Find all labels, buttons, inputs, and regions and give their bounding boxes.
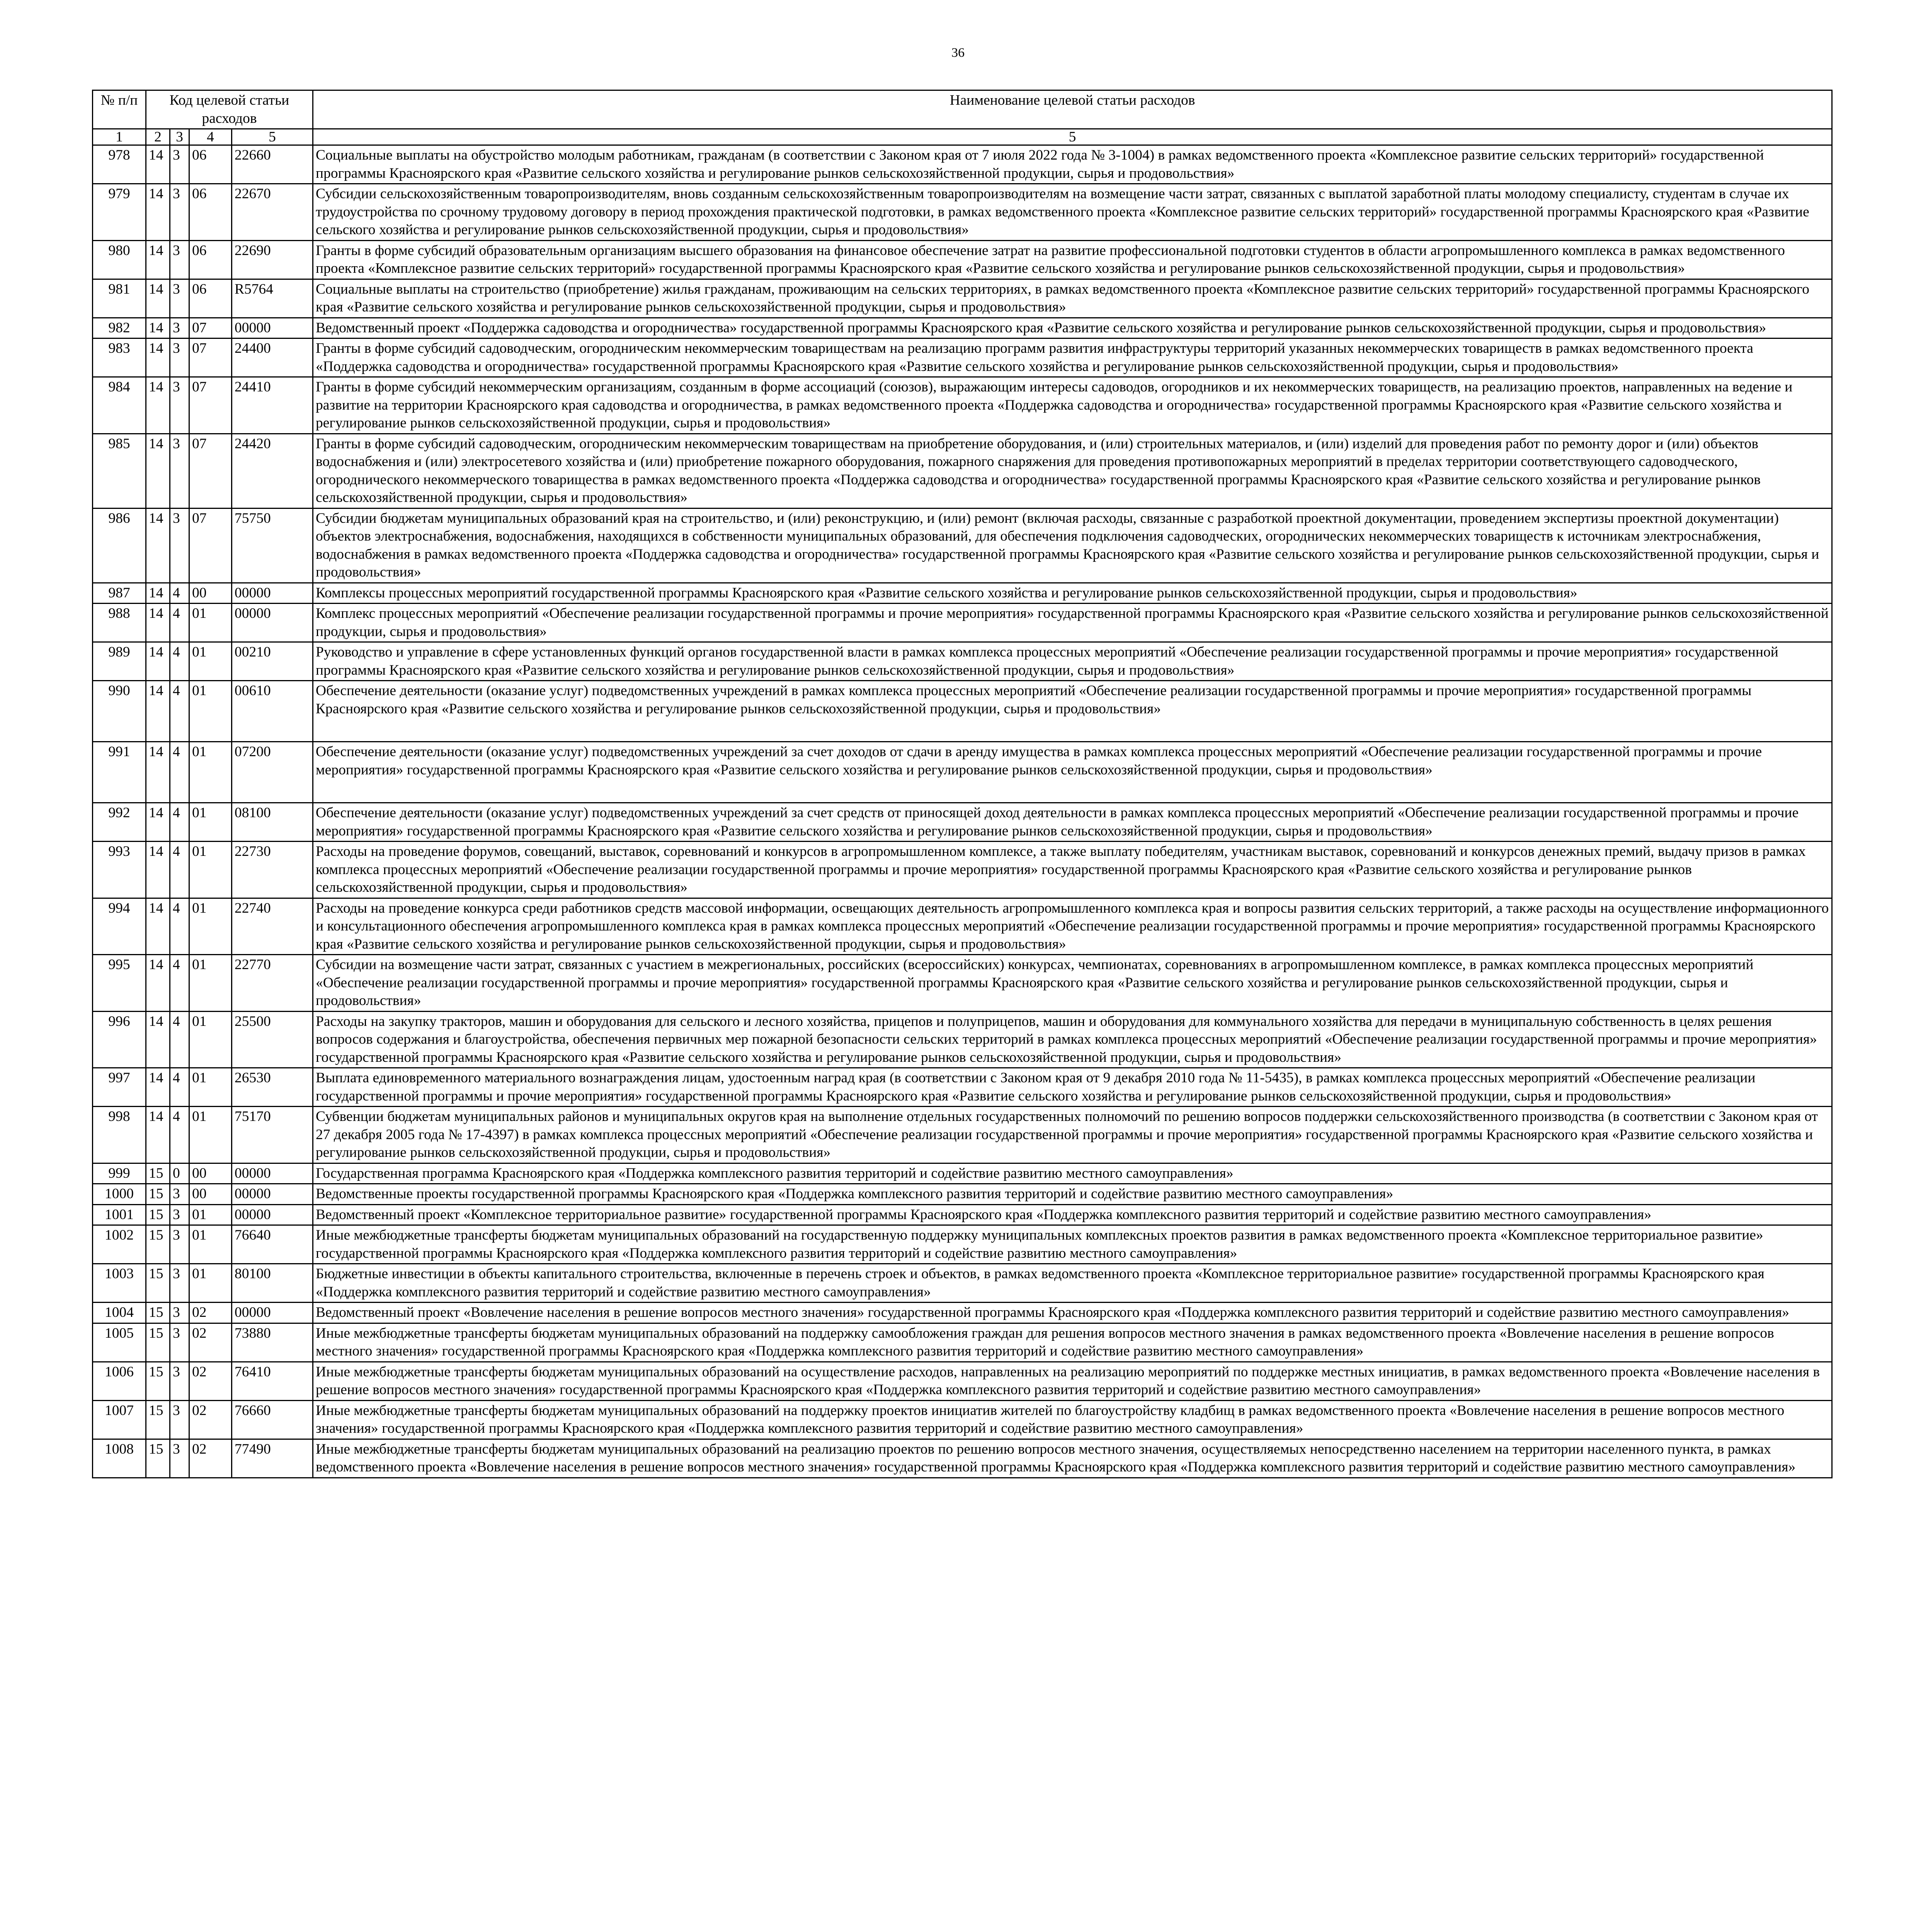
- table-row: [93, 279, 1832, 318]
- header-code: Код целевой статьи расходов: [146, 90, 313, 129]
- table-row: [93, 1204, 1832, 1225]
- target-articles-table: [92, 90, 1833, 1478]
- code-direction: 00000: [232, 583, 313, 604]
- code-event: 01: [189, 1204, 232, 1225]
- code-event: 02: [189, 1303, 232, 1323]
- article-name: Обеспечение деятельности (оказание услуг) подведомственных учреждений в рамках комплекса процессных мероприятий «Обеспечение реализации государственной программы и прочие мероприятия» государственной программы Красноярского края «Развитие сельского хозяйства и регулирование рынков сельскохозяйственной продукции, сырья и продовольствия»: [313, 681, 1832, 742]
- code-direction: 00000: [232, 604, 313, 642]
- code-subprogram: 4: [170, 642, 189, 681]
- code-direction: 22740: [232, 898, 313, 955]
- table-row: [93, 338, 1832, 377]
- code-program: 15: [146, 1400, 170, 1439]
- table-row: [93, 583, 1832, 604]
- code-program: 14: [146, 184, 170, 241]
- table-row: [93, 955, 1832, 1012]
- code-subprogram: 3: [170, 434, 189, 508]
- table-row: [93, 377, 1832, 434]
- row-number: 980: [93, 240, 146, 279]
- row-number: 984: [93, 377, 146, 434]
- header-num: № п/п: [93, 90, 146, 129]
- code-program: 14: [146, 681, 170, 742]
- row-number: 1003: [93, 1264, 146, 1303]
- code-subprogram: 3: [170, 318, 189, 338]
- code-subprogram: 3: [170, 1400, 189, 1439]
- row-number: 990: [93, 681, 146, 742]
- code-event: 01: [189, 1107, 232, 1163]
- code-program: 14: [146, 642, 170, 681]
- table-row: [93, 1107, 1832, 1163]
- row-number: 981: [93, 279, 146, 318]
- code-program: 15: [146, 1264, 170, 1303]
- code-subprogram: 3: [170, 1362, 189, 1400]
- code-subprogram: 4: [170, 681, 189, 742]
- column-index: 2: [146, 129, 170, 145]
- code-direction: 24410: [232, 377, 313, 434]
- row-number: 996: [93, 1011, 146, 1068]
- column-index-row: [93, 129, 1832, 145]
- code-program: 15: [146, 1163, 170, 1184]
- code-program: 15: [146, 1225, 170, 1264]
- table-row: [93, 1225, 1832, 1264]
- code-event: 01: [189, 1011, 232, 1068]
- code-program: 14: [146, 338, 170, 377]
- article-name: Комплексы процессных мероприятий государственной программы Красноярского края «Развитие сельского хозяйства и регулирование рынков сельскохозяйственной продукции, сырья и продовольствия»: [313, 583, 1832, 604]
- code-program: 15: [146, 1204, 170, 1225]
- code-program: 15: [146, 1439, 170, 1478]
- table-row: [93, 604, 1832, 642]
- row-number: 1006: [93, 1362, 146, 1400]
- code-subprogram: 3: [170, 145, 189, 184]
- code-event: 02: [189, 1323, 232, 1362]
- table-row: [93, 184, 1832, 241]
- code-program: 14: [146, 583, 170, 604]
- article-name: Выплата единовременного материального вознаграждения лицам, удостоенным наград края (в соответствии с Законом края от 9 декабря 2010 года № 11-5435), в рамках комплекса процессных мероприятий «Обеспечение реализации государственной программы и прочие мероприятия» государственной программы Красноярского края «Развитие сельского хозяйства и регулирование рынков сельскохозяйственной продукции, сырья и продовольствия»: [313, 1068, 1832, 1107]
- code-program: 14: [146, 1107, 170, 1163]
- row-number: 997: [93, 1068, 146, 1107]
- code-program: 14: [146, 145, 170, 184]
- code-subprogram: 3: [170, 1439, 189, 1478]
- row-number: 1004: [93, 1303, 146, 1323]
- article-name: Расходы на проведение конкурса среди работников средств массовой информации, освещающих деятельность агропромышленного комплекса края и вопросы развития сельских территорий, а также расходы на осуществление информационного и консультационного обеспечения агропромышленного комплекса края в рамках комплекса процессных мероприятий «Обеспечение реализации государственной программы и прочие мероприятия» государственной программы Красноярского края «Развитие сельского хозяйства и регулирование рынков сельскохозяйственной продукции, сырья и продовольствия»: [313, 898, 1832, 955]
- article-name: Иные межбюджетные трансферты бюджетам муниципальных образований на реализацию проектов по решению вопросов местного значения, осуществляемых непосредственно населением на территории населенного пункта, в рамках ведомственного проекта «Вовлечение населения в решение вопросов местного значения» государственной программы Красноярского края «Поддержка комплексного развития территорий и содействие развитию местного самоуправления»: [313, 1439, 1832, 1478]
- code-direction: 24420: [232, 434, 313, 508]
- article-name: Субсидии сельскохозяйственным товаропроизводителям, вновь созданным сельскохозяйственным товаропроизводителям на возмещение части затрат, связанных с выплатой заработной платы молодому специалисту, студентам в случае их трудоустройства по срочному трудовому договору в период прохождения практической подготовки, в рамках ведомственного проекта «Комплексное развитие сельских территорий» государственной программы Красноярского края «Развитие сельского хозяйства и регулирование рынков сельскохозяйственной продукции, сырья и продовольствия»: [313, 184, 1832, 241]
- code-event: 07: [189, 508, 232, 583]
- table-row: [93, 1439, 1832, 1478]
- code-subprogram: 3: [170, 338, 189, 377]
- row-number: 1008: [93, 1439, 146, 1478]
- row-number: 1005: [93, 1323, 146, 1362]
- row-number: 1007: [93, 1400, 146, 1439]
- article-name: Ведомственные проекты государственной программы Красноярского края «Поддержка комплексного развития территорий и содействие развитию местного самоуправления»: [313, 1184, 1832, 1205]
- article-name: Субсидии на возмещение части затрат, связанных с участием в межрегиональных, российских (всероссийских) конкурсах, чемпионатах, соревнованиях в агропромышленном комплексе, в рамках комплекса процессных мероприятий «Обеспечение реализации государственной программы и прочие мероприятия» государственной программы Красноярского края «Развитие сельского хозяйства и регулирование рынков сельскохозяйственной продукции, сырья и продовольствия»: [313, 955, 1832, 1012]
- code-subprogram: 3: [170, 240, 189, 279]
- table-row: [93, 1264, 1832, 1303]
- table-row: [93, 145, 1832, 184]
- code-subprogram: 4: [170, 604, 189, 642]
- code-event: 02: [189, 1439, 232, 1478]
- code-direction: 80100: [232, 1264, 313, 1303]
- code-program: 14: [146, 279, 170, 318]
- code-event: 01: [189, 681, 232, 742]
- table-row: [93, 318, 1832, 338]
- code-program: 14: [146, 604, 170, 642]
- row-number: 994: [93, 898, 146, 955]
- code-event: 01: [189, 1264, 232, 1303]
- table-row: [93, 898, 1832, 955]
- article-name: Субвенции бюджетам муниципальных районов и муниципальных округов края на выполнение отдельных государственных полномочий по решению вопросов поддержки сельскохозяйственного производства (в соответствии с Законом края от 27 декабря 2005 года № 17-4397) в рамках комплекса процессных мероприятий «Обеспечение реализации государственной программы и прочие мероприятия» государственной программы Красноярского края «Развитие сельского хозяйства и регулирование рынков сельскохозяйственной продукции, сырья и продовольствия»: [313, 1107, 1832, 1163]
- article-name: Расходы на закупку тракторов, машин и оборудования для сельского и лесного хозяйства, прицепов и полуприцепов, машин и оборудования для коммунального хозяйства для передачи в муниципальную собственность в целях решения вопросов содержания и благоустройства, обеспечения первичных мер пожарной безопасности сельских территорий в рамках комплекса процессных мероприятий «Обеспечение реализации государственной программы и прочие мероприятия» государственной программы Красноярского края «Развитие сельского хозяйства и регулирование рынков сельскохозяйственной продукции, сырья и продовольствия»: [313, 1011, 1832, 1068]
- table-row: [93, 1184, 1832, 1205]
- code-event: 06: [189, 145, 232, 184]
- code-event: 06: [189, 279, 232, 318]
- table-row: [93, 1400, 1832, 1439]
- article-name: Комплекс процессных мероприятий «Обеспечение реализации государственной программы и прочие мероприятия» государственной программы Красноярского края «Развитие сельского хозяйства и регулирование рынков сельскохозяйственной продукции, сырья и продовольствия»: [313, 604, 1832, 642]
- code-program: 15: [146, 1362, 170, 1400]
- table-row: [93, 240, 1832, 279]
- code-direction: 77490: [232, 1439, 313, 1478]
- code-event: 06: [189, 184, 232, 241]
- article-name: Расходы на проведение форумов, совещаний, выставок, соревнований и конкурсов в агропромышленном комплексе, а также выплату победителям, участникам выставок, соревнований и конкурсов денежных премий, выдачу призов в рамках комплекса процессных мероприятий «Обеспечение реализации государственной программы и прочие мероприятия» государственной программы Красноярского края «Развитие сельского хозяйства и регулирование рынков сельскохозяйственной продукции, сырья и продовольствия»: [313, 842, 1832, 898]
- table-row: [93, 1163, 1832, 1184]
- code-subprogram: 0: [170, 1163, 189, 1184]
- header-name: Наименование целевой статьи расходов: [313, 90, 1832, 129]
- code-program: 14: [146, 377, 170, 434]
- table-row: [93, 434, 1832, 508]
- code-event: 01: [189, 898, 232, 955]
- code-direction: R5764: [232, 279, 313, 318]
- table-row: [93, 842, 1832, 898]
- row-number: 1002: [93, 1225, 146, 1264]
- table-row: [93, 1362, 1832, 1400]
- code-direction: 00000: [232, 318, 313, 338]
- code-direction: 00210: [232, 642, 313, 681]
- code-subprogram: 3: [170, 1184, 189, 1205]
- code-event: 02: [189, 1362, 232, 1400]
- code-direction: 76410: [232, 1362, 313, 1400]
- code-direction: 00610: [232, 681, 313, 742]
- code-direction: 24400: [232, 338, 313, 377]
- article-name: Иные межбюджетные трансферты бюджетам муниципальных образований на поддержку проектов инициатив жителей по благоустройству кладбищ в рамках ведомственного проекта «Вовлечение населения в решение вопросов местного значения» государственной программы Красноярского края «Поддержка комплексного развития территорий и содействие развитию местного самоуправления»: [313, 1400, 1832, 1439]
- code-event: 01: [189, 604, 232, 642]
- code-direction: 00000: [232, 1163, 313, 1184]
- code-program: 14: [146, 508, 170, 583]
- article-name: Социальные выплаты на обустройство молодым работникам, гражданам (в соответствии с Законом края от 7 июля 2022 года № 3-1004) в рамках ведомственного проекта «Комплексное развитие сельских территорий» государственной программы Красноярского края «Развитие сельского хозяйства и регулирование рынков сельскохозяйственной продукции, сырья и продовольствия»: [313, 145, 1832, 184]
- code-subprogram: 4: [170, 1068, 189, 1107]
- page-number: 36: [951, 46, 965, 60]
- row-number: 988: [93, 604, 146, 642]
- code-subprogram: 3: [170, 1204, 189, 1225]
- article-name: Ведомственный проект «Вовлечение населения в решение вопросов местного значения» государственной программы Красноярского края «Поддержка комплексного развития территорий и содействие развитию местного самоуправления»: [313, 1303, 1832, 1323]
- code-direction: 26530: [232, 1068, 313, 1107]
- code-event: 01: [189, 742, 232, 803]
- column-index: 5: [313, 129, 1832, 145]
- article-name: Иные межбюджетные трансферты бюджетам муниципальных образований на государственную поддержку муниципальных комплексных проектов развития в рамках ведомственного проекта «Комплексное территориальное развитие» государственной программы Красноярского края «Поддержка комплексного развития территорий и содействие развитию местного самоуправления»: [313, 1225, 1832, 1264]
- code-direction: 22690: [232, 240, 313, 279]
- row-number: 989: [93, 642, 146, 681]
- code-event: 00: [189, 1184, 232, 1205]
- row-number: 999: [93, 1163, 146, 1184]
- code-subprogram: 3: [170, 508, 189, 583]
- code-event: 01: [189, 1068, 232, 1107]
- article-name: Гранты в форме субсидий некоммерческим организациям, созданным в форме ассоциаций (союзов), выражающим интересы садоводов, огородников и их некоммерческих товариществ, на реализацию проектов, направленных на ведение и развитие на территории Красноярского края садоводства и огородничества, в рамках ведомственного проекта «Поддержка садоводства и огородничества» государственной программы Красноярского края «Развитие сельского хозяйства и регулирование рынков сельскохозяйственной продукции, сырья и продовольствия»: [313, 377, 1832, 434]
- code-event: 07: [189, 434, 232, 508]
- code-event: 07: [189, 318, 232, 338]
- column-index: 5: [232, 129, 313, 145]
- article-name: Ведомственный проект «Поддержка садоводства и огородничества» государственной программы Красноярского края «Развитие сельского хозяйства и регулирование рынков сельскохозяйственной продукции, сырья и продовольствия»: [313, 318, 1832, 338]
- article-name: Государственная программа Красноярского края «Поддержка комплексного развития территорий и содействие развитию местного самоуправления»: [313, 1163, 1832, 1184]
- article-name: Иные межбюджетные трансферты бюджетам муниципальных образований на поддержку самообложения граждан для решения вопросов местного значения в рамках ведомственного проекта «Вовлечение населения в решение вопросов местного значения» государственной программы Красноярского края «Поддержка комплексного развития территорий и содействие развитию местного самоуправления»: [313, 1323, 1832, 1362]
- article-name: Гранты в форме субсидий садоводческим, огородническим некоммерческим товариществам на приобретение оборудования, и (или) строительных материалов, и (или) изделий для проведения работ по ремонту дорог и (или) объектов водоснабжения и (или) электросетевого хозяйства и (или) приобретение пожарного оборудования, пожарного снаряжения для проведения противопожарных мероприятий в пределах территории соответствующего садоводческого, огороднического некоммерческого товарищества в рамках ведомственного проекта «Поддержка садоводства и огородничества» государственной программы Красноярского края «Развитие сельского хозяйства и регулирование рынков сельскохозяйственной продукции, сырья и продовольствия»: [313, 434, 1832, 508]
- code-subprogram: 4: [170, 742, 189, 803]
- code-program: 14: [146, 434, 170, 508]
- code-direction: 22730: [232, 842, 313, 898]
- table-row: [93, 742, 1832, 803]
- table-row: [93, 642, 1832, 681]
- code-subprogram: 3: [170, 279, 189, 318]
- code-event: 00: [189, 1163, 232, 1184]
- code-subprogram: 4: [170, 898, 189, 955]
- code-program: 14: [146, 955, 170, 1012]
- code-direction: 00000: [232, 1204, 313, 1225]
- row-number: 998: [93, 1107, 146, 1163]
- code-direction: 00000: [232, 1303, 313, 1323]
- code-direction: 76640: [232, 1225, 313, 1264]
- code-subprogram: 4: [170, 842, 189, 898]
- row-number: 982: [93, 318, 146, 338]
- code-direction: 08100: [232, 803, 313, 842]
- code-program: 15: [146, 1303, 170, 1323]
- code-program: 14: [146, 898, 170, 955]
- code-subprogram: 4: [170, 1107, 189, 1163]
- article-name: Ведомственный проект «Комплексное территориальное развитие» государственной программы Красноярского края «Поддержка комплексного развития территорий и содействие развитию местного самоуправления»: [313, 1204, 1832, 1225]
- article-name: Обеспечение деятельности (оказание услуг) подведомственных учреждений за счет доходов от сдачи в аренду имущества в рамках комплекса процессных мероприятий «Обеспечение реализации государственной программы и прочие мероприятия» государственной программы Красноярского края «Развитие сельского хозяйства и регулирование рынков сельскохозяйственной продукции, сырья и продовольствия»: [313, 742, 1832, 803]
- table-row: [93, 1011, 1832, 1068]
- article-name: Иные межбюджетные трансферты бюджетам муниципальных образований на осуществление расходов, направленных на реализацию мероприятий по поддержке местных инициатив, в рамках ведомственного проекта «Вовлечение населения в решение вопросов местного значения» государственной программы Красноярского края «Поддержка комплексного развития территорий и содействие развитию местного самоуправления»: [313, 1362, 1832, 1400]
- code-event: 02: [189, 1400, 232, 1439]
- code-direction: 22670: [232, 184, 313, 241]
- column-index: 4: [189, 129, 232, 145]
- row-number: 985: [93, 434, 146, 508]
- table-row: [93, 681, 1832, 742]
- code-direction: 75750: [232, 508, 313, 583]
- code-event: 06: [189, 240, 232, 279]
- code-direction: 25500: [232, 1011, 313, 1068]
- code-program: 15: [146, 1323, 170, 1362]
- code-program: 14: [146, 742, 170, 803]
- article-name: Субсидии бюджетам муниципальных образований края на строительство, и (или) реконструкцию, и (или) ремонт (включая расходы, связанные с разработкой проектной документации, проведением экспертизы проектной документации) объектов электроснабжения, водоснабжения, находящихся в собственности муниципальных образований, для обеспечения подключения садоводческих, огороднических некоммерческих товариществ к источникам электроснабжения, водоснабжения в рамках ведомственного проекта «Поддержка садоводства и огородничества» государственной программы Красноярского края «Развитие сельского хозяйства и регулирование рынков сельскохозяйственной продукции, сырья и продовольствия»: [313, 508, 1832, 583]
- code-direction: 22660: [232, 145, 313, 184]
- row-number: 979: [93, 184, 146, 241]
- code-subprogram: 4: [170, 955, 189, 1012]
- row-number: 991: [93, 742, 146, 803]
- code-subprogram: 3: [170, 1264, 189, 1303]
- article-name: Бюджетные инвестиции в объекты капитального строительства, включенные в перечень строек и объектов, в рамках ведомственного проекта «Комплексное территориальное развитие» государственной программы Красноярского края «Поддержка комплексного развития территорий и содействие развитию местного самоуправления»: [313, 1264, 1832, 1303]
- code-subprogram: 3: [170, 184, 189, 241]
- row-number: 978: [93, 145, 146, 184]
- column-index: 1: [93, 129, 146, 145]
- code-direction: 07200: [232, 742, 313, 803]
- table-row: [93, 1303, 1832, 1323]
- code-event: 01: [189, 842, 232, 898]
- code-direction: 75170: [232, 1107, 313, 1163]
- code-event: 07: [189, 338, 232, 377]
- code-program: 14: [146, 803, 170, 842]
- article-name: Гранты в форме субсидий образовательным организациям высшего образования на финансовое обеспечение затрат на развитие профессиональной подготовки студентов в области агропромышленного комплекса в рамках ведомственного проекта «Комплексное развитие сельских территорий» государственной программы Красноярского края «Развитие сельского хозяйства и регулирование рынков сельскохозяйственной продукции, сырья и продовольствия»: [313, 240, 1832, 279]
- code-program: 15: [146, 1184, 170, 1205]
- row-number: 992: [93, 803, 146, 842]
- row-number: 1001: [93, 1204, 146, 1225]
- row-number: 993: [93, 842, 146, 898]
- article-name: Обеспечение деятельности (оказание услуг) подведомственных учреждений за счет средств от приносящей доход деятельности в рамках комплекса процессных мероприятий «Обеспечение реализации государственной программы и прочие мероприятия» государственной программы Красноярского края «Развитие сельского хозяйства и регулирование рынков сельскохозяйственной продукции, сырья и продовольствия»: [313, 803, 1832, 842]
- code-direction: 22770: [232, 955, 313, 1012]
- row-number: 983: [93, 338, 146, 377]
- code-program: 14: [146, 318, 170, 338]
- code-program: 14: [146, 842, 170, 898]
- table-row: [93, 1068, 1832, 1107]
- table-header-row: [93, 90, 1832, 129]
- row-number: 1000: [93, 1184, 146, 1205]
- row-number: 995: [93, 955, 146, 1012]
- table-row: [93, 1323, 1832, 1362]
- row-number: 987: [93, 583, 146, 604]
- article-name: Социальные выплаты на строительство (приобретение) жилья гражданам, проживающим на сельских территориях, в рамках ведомственного проекта «Комплексное развитие сельских территорий» государственной программы Красноярского края «Развитие сельского хозяйства и регулирование рынков сельскохозяйственной продукции, сырья и продовольствия»: [313, 279, 1832, 318]
- article-name: Гранты в форме субсидий садоводческим, огородническим некоммерческим товариществам на реализацию программ развития инфраструктуры территорий указанных некоммерческих товариществ в рамках ведомственного проекта «Поддержка садоводства и огородничества» государственной программы Красноярского края «Развитие сельского хозяйства и регулирование рынков сельскохозяйственной продукции, сырья и продовольствия»: [313, 338, 1832, 377]
- code-subprogram: 3: [170, 377, 189, 434]
- code-program: 14: [146, 1011, 170, 1068]
- code-direction: 76660: [232, 1400, 313, 1439]
- code-program: 14: [146, 1068, 170, 1107]
- code-event: 00: [189, 583, 232, 604]
- code-event: 07: [189, 377, 232, 434]
- table-row: [93, 508, 1832, 583]
- code-event: 01: [189, 642, 232, 681]
- code-subprogram: 4: [170, 803, 189, 842]
- code-subprogram: 4: [170, 583, 189, 604]
- code-subprogram: 3: [170, 1225, 189, 1264]
- code-subprogram: 3: [170, 1323, 189, 1362]
- code-subprogram: 3: [170, 1303, 189, 1323]
- code-event: 01: [189, 803, 232, 842]
- column-index: 3: [170, 129, 189, 145]
- article-name: Руководство и управление в сфере установленных функций органов государственной власти в рамках комплекса процессных мероприятий «Обеспечение реализации государственной программы и прочие мероприятия» государственной программы Красноярского края «Развитие сельского хозяйства и регулирование рынков сельскохозяйственной продукции, сырья и продовольствия»: [313, 642, 1832, 681]
- row-number: 986: [93, 508, 146, 583]
- code-event: 01: [189, 1225, 232, 1264]
- code-direction: 73880: [232, 1323, 313, 1362]
- code-event: 01: [189, 955, 232, 1012]
- code-subprogram: 4: [170, 1011, 189, 1068]
- code-direction: 00000: [232, 1184, 313, 1205]
- table-row: [93, 803, 1832, 842]
- code-program: 14: [146, 240, 170, 279]
